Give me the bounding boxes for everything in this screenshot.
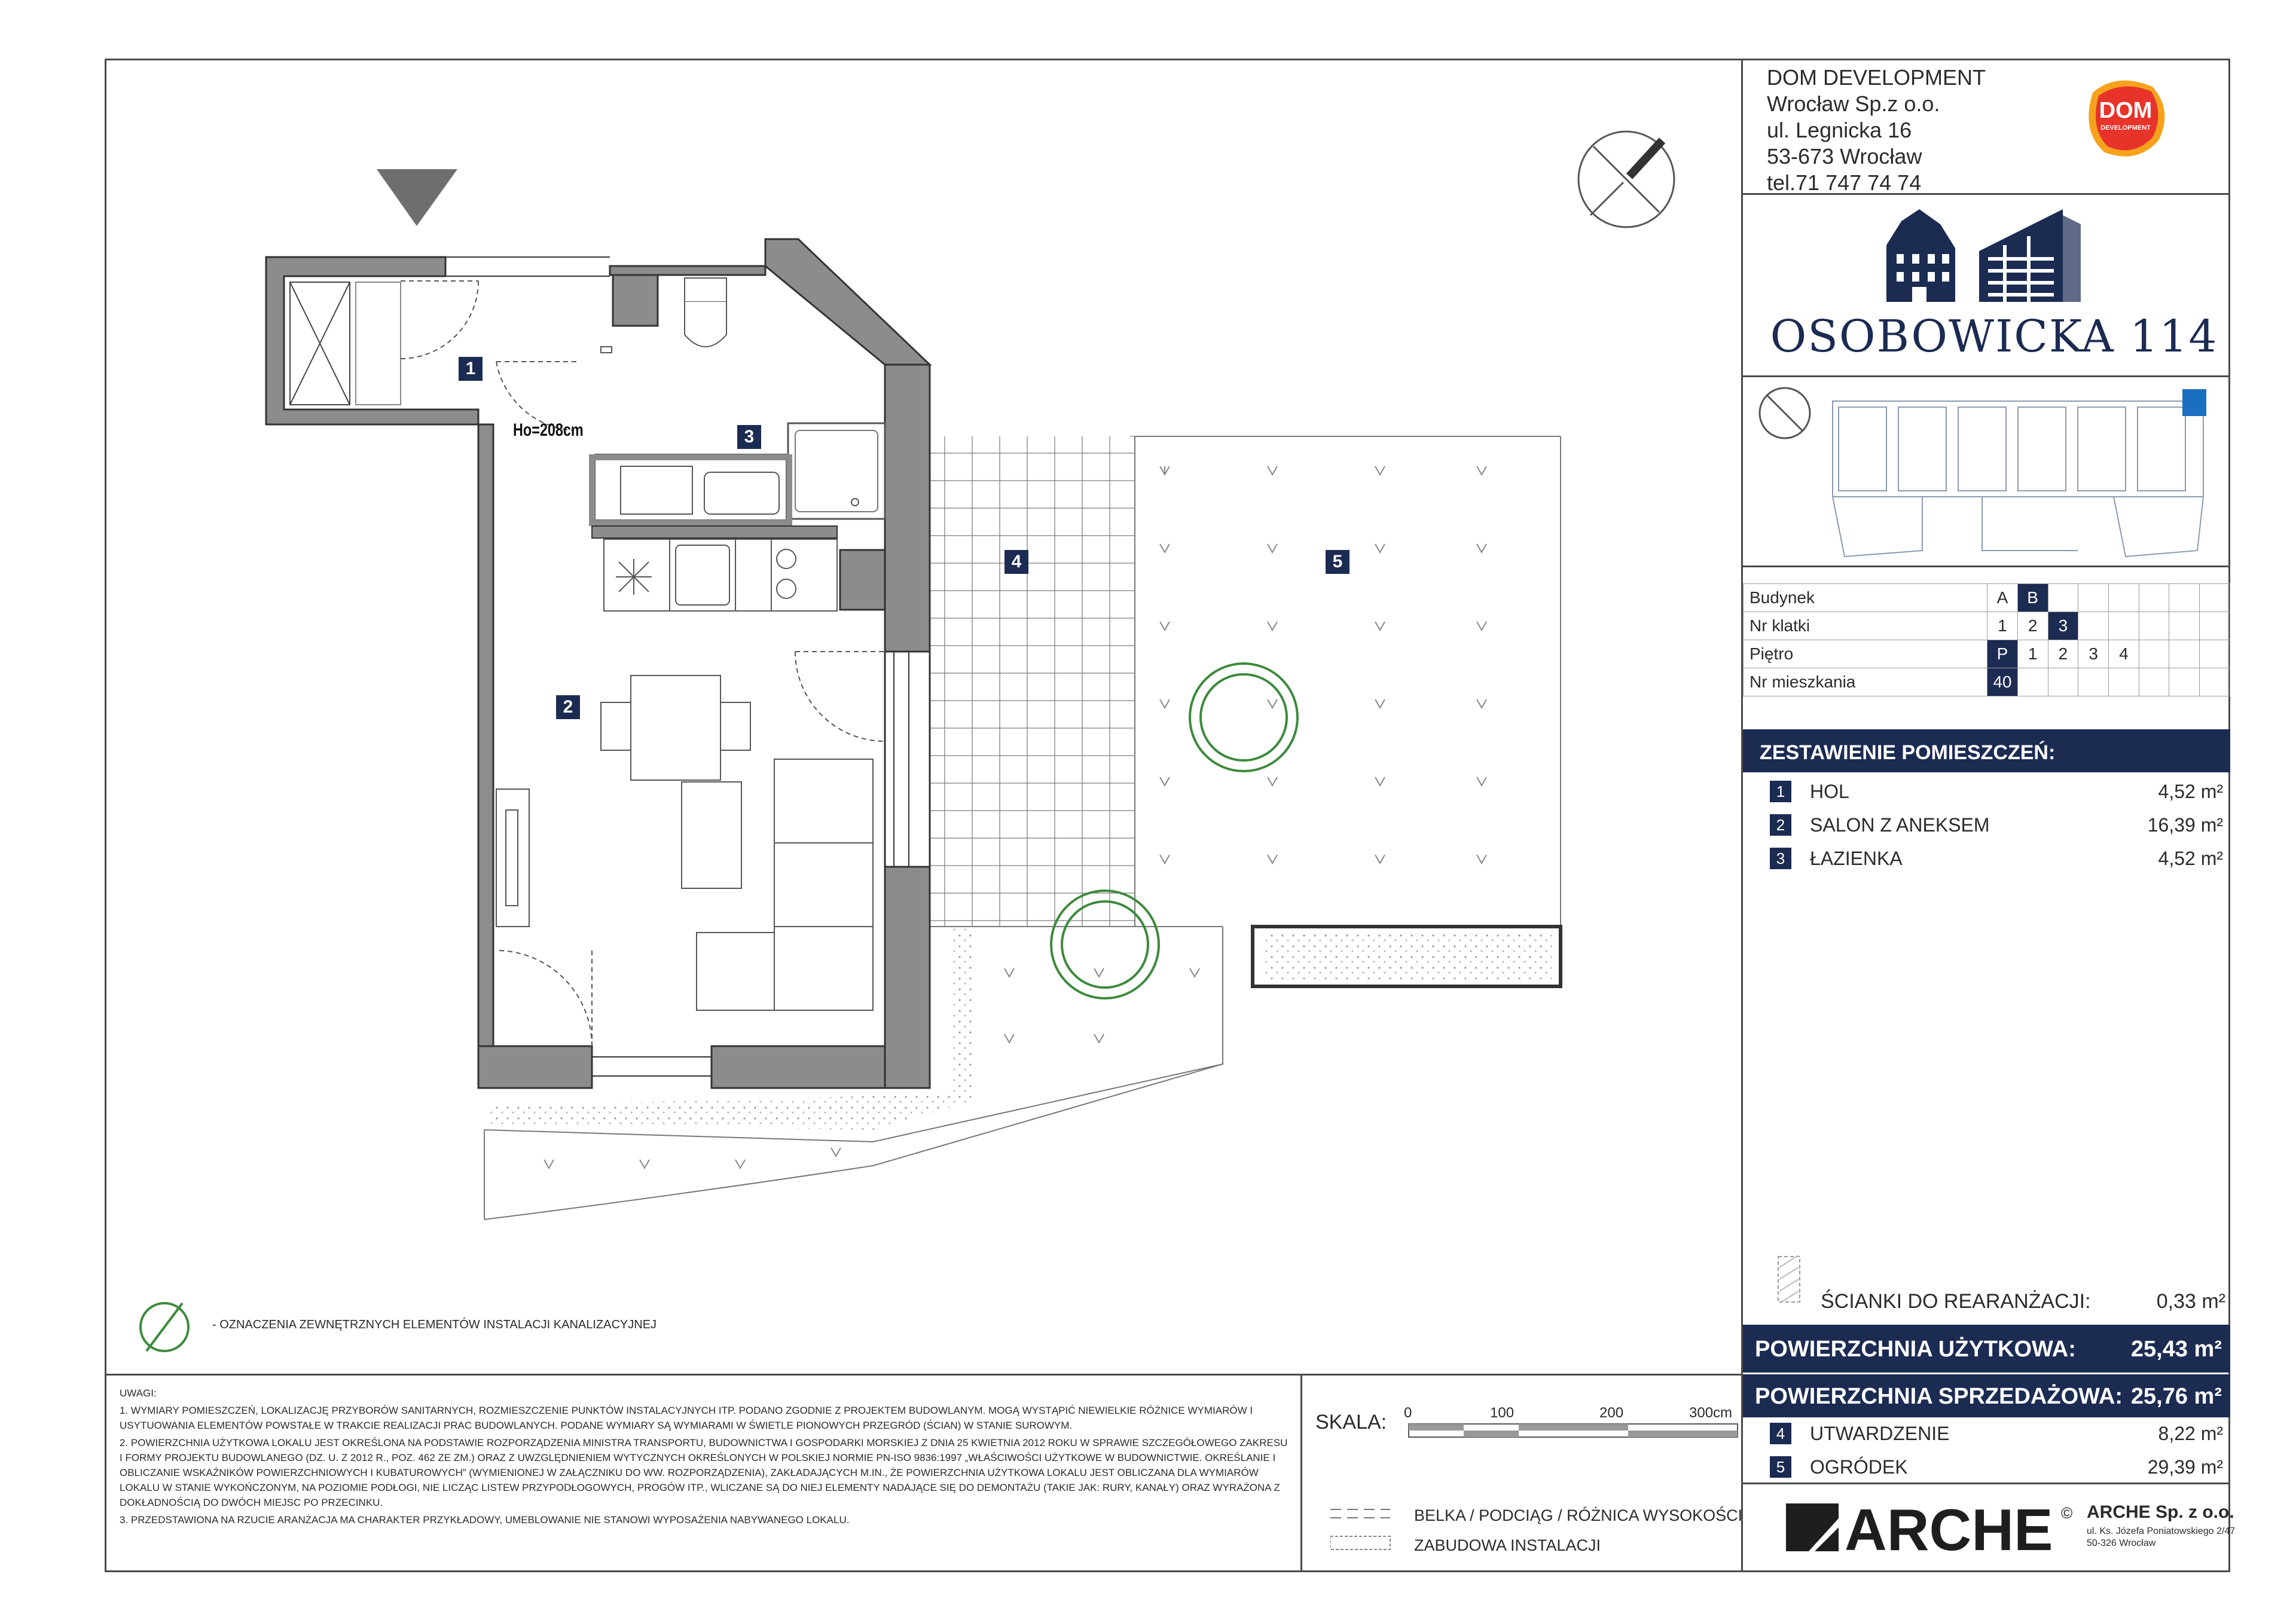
sales-area-value: 25,76 m² xyxy=(2130,1384,2222,1409)
selector-cell: 4 xyxy=(2108,640,2139,668)
selector-cell xyxy=(2139,612,2169,640)
usable-area-label: POWIERZCHNIA UŻYTKOWA: xyxy=(1755,1337,2076,1362)
notes-scale-divider xyxy=(1300,1374,1302,1572)
project-title: OSOBOWICKA 114 xyxy=(1770,311,2218,362)
selector-cell: 1 xyxy=(2017,640,2048,668)
outdoor-area: 29,39 m² xyxy=(2147,1456,2223,1478)
usable-area-band xyxy=(1743,1325,2230,1373)
rooms-header: ZESTAWIENIE POMIESZCZEŃ: xyxy=(1743,729,2230,772)
scale-tick-0: 0 xyxy=(1404,1405,1412,1421)
company-line2: Wrocław Sp.z o.o. xyxy=(1767,91,1940,116)
outdoor-row xyxy=(1743,1450,2230,1484)
company-name: DOM DEVELOPMENT xyxy=(1767,65,1986,90)
plan-tag-1: 1 xyxy=(459,357,483,381)
selector-cell: 2 xyxy=(2017,612,2048,640)
arche-company: ARCHE Sp. z o.o. xyxy=(2087,1502,2234,1522)
selector-cell xyxy=(2017,668,2048,696)
walls-hatch-icon xyxy=(1777,1255,1801,1303)
selector-cell: 3 xyxy=(2048,612,2078,640)
note-3: 3. PRZEDSTAWIONA NA RZUCIE ARANŻACJA MA CHARAKTER PRZYKŁADOWY, UMEBLOWANIE NIE STANOWI WYPOSAŻENIA NABYWANEGO LOKALU. xyxy=(120,1514,850,1526)
sales-area-band xyxy=(1743,1374,2230,1417)
fridge-icon xyxy=(616,559,652,595)
scale-tick-200: 200 xyxy=(1599,1405,1624,1421)
legend-beam: BELKA / PODCIĄG / RÓŻNICA WYSOKOŚCI xyxy=(1414,1506,1743,1524)
selector-cell: 3 xyxy=(2078,640,2109,668)
selector-row xyxy=(1744,584,2230,612)
plan-tag-2: 2 xyxy=(556,695,580,719)
room-number: 3 xyxy=(1770,848,1791,869)
selector-cell: 1 xyxy=(1987,612,2018,640)
kitchen-counter xyxy=(604,539,837,611)
terrace-door xyxy=(795,652,885,741)
outdoor-area: 8,22 m² xyxy=(2158,1423,2223,1444)
selector-cell xyxy=(2169,584,2200,612)
arche-divider xyxy=(1741,1483,2230,1484)
arche-address xyxy=(2087,1526,2235,1549)
room-name: HOL xyxy=(1810,781,1849,802)
plan-tag-3: 3 xyxy=(737,425,761,449)
outdoor-name: UTWARDZENIE xyxy=(1810,1423,1950,1444)
scale-tick-100: 100 xyxy=(1490,1405,1515,1421)
coffee-table xyxy=(682,782,741,888)
chair-left xyxy=(601,702,631,750)
selector-cell xyxy=(2078,584,2109,612)
company-street: ul. Legnicka 16 xyxy=(1767,118,1912,142)
notes-block xyxy=(120,1386,1292,1530)
note-2: 2. POWIERZCHNIA UŻYTKOWA LOKALU JEST OKREŚLONA NA PODSTAWIE ROZPORZĄDZENIA MINISTRA TRANSPORTU, BUDOWNICTWA I GOSPODARKI MORSKIEJ Z DNIA 25 KWIETNIA 2012 ROKU W SPRAWIE SZCZEGÓŁOWEGO ZAKRESU I FORMY PROJEKTU BUDOWLANEGO (DZ. U. Z 2012 R., POZ. 462 ZE ZM.) ORAZ Z UWZGLĘDNIENIEM WYTYCZNYCH OKREŚLONYCH W POLSKIEJ NORMIE PN-ISO 9836:1997 „WŁAŚCIWOŚCI UŻYTKOWE W BUDOWNICTWIE. OKREŚLANIE I OBLICZANIE WSKAŹNIKÓW POWIERZCHNIOWYCH I KUBATUROWYCH” (WYMIENIONEJ W ZAŁĄCZNIKU DO WW. ROZPORZĄDZENIA), ZAKŁADAJĄCYCH M.IN., ŻE POWIERZCHNIA UŻYTKOWA LOKALU JEST OBLICZANA DLA WYMIARÓW LOKALU W STANIE WYKOŃCZONYM, NA POZIOMIE PODŁOGI, NIE LICZĄC LISTEW PRZYPODŁOGOWYCH, PROGÓW ITP., WLICZANE SĄ DO NIEJ ELEMENTY NADAJĄCE SIĘ DO DEMONTAŻU (TAKIE JAK: RURY, KANAŁY) ORAZ WYRAŻONA Z DOKŁADNOŚCIĄ DO DWÓCH MIEJSC PO PRZECINKU. xyxy=(120,1437,1288,1508)
selector-row-label: Nr klatki xyxy=(1744,612,1987,640)
sofa xyxy=(774,759,873,1010)
selector-cell: A xyxy=(1987,584,2018,612)
dom-development-logo xyxy=(2081,75,2170,164)
selector-cell xyxy=(2200,612,2230,640)
arche-address-line1: ul. Ks. Józefa Poniatowskiego 2/47 xyxy=(2087,1526,2236,1536)
terrace-tiles xyxy=(926,436,1135,927)
outdoor-row xyxy=(1743,1417,2230,1450)
selector-cell xyxy=(2139,668,2169,696)
selector-row-label: Budynek xyxy=(1744,584,1987,612)
drainage-legend: - OZNACZENIA ZEWNĘTRZNYCH ELEMENTÓW INSTALACJI KANALIZACYJNEJ xyxy=(212,1318,657,1331)
notes-divider xyxy=(105,1374,1743,1376)
selector-cell xyxy=(2048,668,2078,696)
logo-dom-text: DOM xyxy=(2099,98,2152,123)
floor-plan xyxy=(257,233,1602,1231)
drain-1-icon xyxy=(1190,664,1297,771)
room-number: 2 xyxy=(1770,814,1791,836)
outdoor-number: 4 xyxy=(1770,1423,1791,1444)
room-area: 16,39 m² xyxy=(2147,814,2223,836)
keyplan-unit-marker xyxy=(2182,389,2206,416)
armchair-footrest xyxy=(697,933,774,1010)
outdoor-name: OGRÓDEK xyxy=(1810,1456,1908,1478)
selector-cell xyxy=(2169,612,2200,640)
keyplan-divider xyxy=(1741,566,2230,567)
drainage-icon xyxy=(135,1297,194,1357)
plan-tag-4: 4 xyxy=(1004,550,1028,574)
selector-cell xyxy=(2108,668,2139,696)
selector-cell xyxy=(2200,584,2230,612)
selector-cell xyxy=(2108,584,2139,612)
scale-bar xyxy=(1408,1423,1743,1441)
notes-title: UWAGI: xyxy=(120,1387,157,1399)
room-area: 4,52 m² xyxy=(2158,848,2223,869)
selector-row xyxy=(1744,640,2230,668)
selector-cell xyxy=(2048,584,2078,612)
legend-install: ZABUDOWA INSTALACJI xyxy=(1414,1536,1601,1554)
company-phone: tel.71 747 74 74 xyxy=(1767,170,1922,195)
room-row xyxy=(1743,808,2230,842)
usable-area-value: 25,43 m² xyxy=(2130,1337,2222,1362)
selector-cell: B xyxy=(2017,584,2048,612)
selector-cell: P xyxy=(1987,640,2018,668)
note-1: 1. WYMIARY POMIESZCZEŃ, LOKALIZACJĘ PRZYBORÓW SANITARNYCH, ROZMIESZCZENIE PUNKTÓW INSTALACYJNYCH ITP. PODANO ZGODNIE Z PROJEKTEM BUDOWLANYM. MOGĄ WYSTĄPIĆ NIEWIELKIE RÓŻNICE WYMIARÓW I USYTUOWANIA ELEMENTÓW POWSTAŁE W TRAKCIE REALIZACJI PRAC BUDOWLANYCH. PODANE WYMIARY SĄ WYMIARAMI W ŚWIETLE PIONOWYCH PRZEGRÓD (ŚCIAN) W STANIE SUROWYM. xyxy=(120,1405,1253,1431)
selector-cell xyxy=(2139,640,2169,668)
walls-label: ŚCIANKI DO REARANŻACJI: xyxy=(1821,1290,2091,1313)
project-building-icon xyxy=(1883,203,2111,305)
entrance-door xyxy=(401,281,478,359)
washbasin-icon xyxy=(704,472,779,514)
chair-right xyxy=(720,702,750,750)
shower-icon xyxy=(788,423,885,519)
sales-area-label: POWIERZCHNIA SPRZEDAŻOWA: xyxy=(1755,1384,2123,1409)
key-plan xyxy=(1743,377,2230,566)
dining-table xyxy=(631,676,720,780)
room-area: 4,52 m² xyxy=(2158,781,2223,802)
selector-row xyxy=(1744,612,2230,640)
outdoor-number: 5 xyxy=(1770,1456,1791,1478)
company-city: 53-673 Wrocław xyxy=(1767,144,1922,169)
arche-copyright: © xyxy=(2061,1504,2073,1522)
washing-machine-icon xyxy=(621,466,692,514)
plan-tag-5: 5 xyxy=(1326,550,1349,574)
selector-row-label: Piętro xyxy=(1744,640,1987,668)
selector-cell xyxy=(2108,612,2139,640)
selector-cell xyxy=(2200,668,2230,696)
entrance-marker-icon xyxy=(377,169,457,229)
living-room-door xyxy=(496,950,592,1046)
arche-address-line2: 50-326 Wrocław xyxy=(2087,1538,2156,1548)
selector-cell xyxy=(2078,612,2109,640)
selector-cell xyxy=(2139,584,2169,612)
arche-logo-text: ARCHE xyxy=(1845,1497,2053,1557)
company-address xyxy=(1767,65,1986,196)
selector-cell: 2 xyxy=(2048,640,2078,668)
selector-row-label: Nr mieszkania xyxy=(1744,668,1987,696)
room-row xyxy=(1743,842,2230,875)
arche-logo xyxy=(1785,1497,2078,1557)
room-number: 1 xyxy=(1770,781,1791,802)
selector-row xyxy=(1744,668,2230,696)
selector-cell xyxy=(2169,668,2200,696)
ceiling-height-label: Ho=208cm xyxy=(513,420,584,440)
selector-cell xyxy=(2169,640,2200,668)
selector-cell: 40 xyxy=(1987,668,2018,696)
scale-tick-300: 300cm xyxy=(1689,1405,1733,1421)
unit-selector-grid xyxy=(1743,583,2230,696)
scale-label: SKALA: xyxy=(1315,1411,1387,1434)
room-name: ŁAZIENKA xyxy=(1810,848,1903,869)
room-name: SALON Z ANEKSEM xyxy=(1810,814,1990,836)
toilet-icon xyxy=(685,278,726,302)
north-arrow-icon xyxy=(1573,126,1680,233)
room-row xyxy=(1743,775,2230,808)
selector-cell xyxy=(2078,668,2109,696)
logo-development-text: DEVELOPMENT xyxy=(2100,124,2151,132)
legend-symbols xyxy=(1330,1503,1396,1551)
selector-cell xyxy=(2200,640,2230,668)
walls-area: 0,33 m² xyxy=(2156,1290,2225,1313)
